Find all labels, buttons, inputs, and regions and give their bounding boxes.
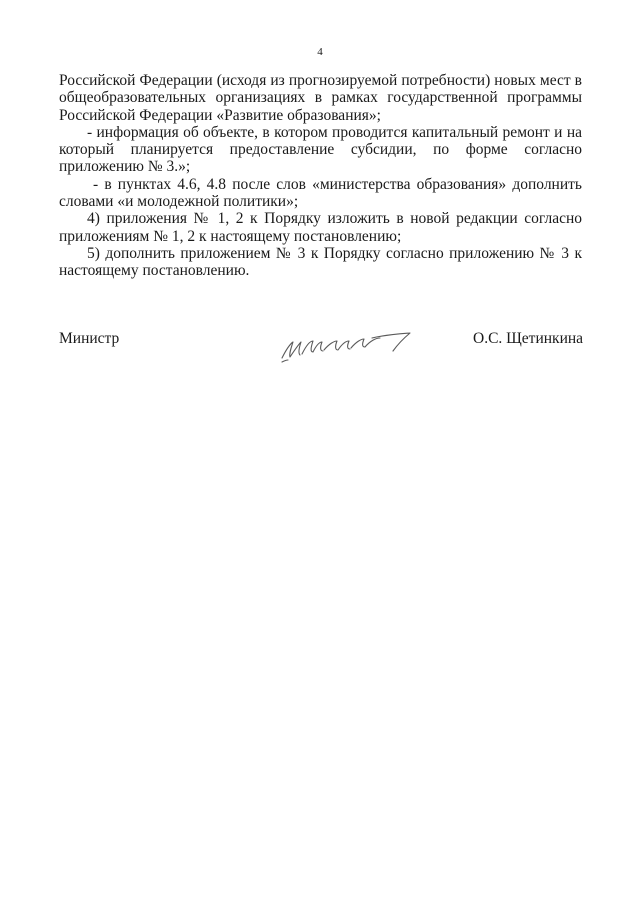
handwritten-signature bbox=[276, 324, 420, 370]
paragraph-appendices-1-2: 4) приложения № 1, 2 к Порядку изложить в новой редакции согласно приложениям № 1, 2 к настоящему постановлению; bbox=[59, 210, 582, 245]
paragraph-items-4-6-4-8: - в пунктах 4.6, 4.8 после слов «министерства образования» дополнить словами «и молодежной политики»; bbox=[59, 175, 582, 211]
page-number: 4 bbox=[317, 46, 323, 58]
paragraph-new-places: Российской Федерации (исходя из прогнозируемой потребности) новых мест в общеобразовательных организациях в рамках государственной программы Российской Федерации «Развитие образования»; bbox=[59, 72, 582, 124]
paragraph-appendix-3: 5) дополнить приложением № 3 к Порядку согласно приложению № 3 к настоящему постановлению. bbox=[59, 244, 582, 280]
document-body bbox=[59, 72, 582, 280]
paragraph-object-info: - информация об объекте, в котором проводится капитальный ремонт и на который планируется предоставление субсидии, по форме согласно приложению № 3.»; bbox=[59, 123, 582, 176]
signatory-title: Министр bbox=[59, 330, 120, 347]
signatory-name: О.С. Щетинкина bbox=[473, 330, 584, 347]
